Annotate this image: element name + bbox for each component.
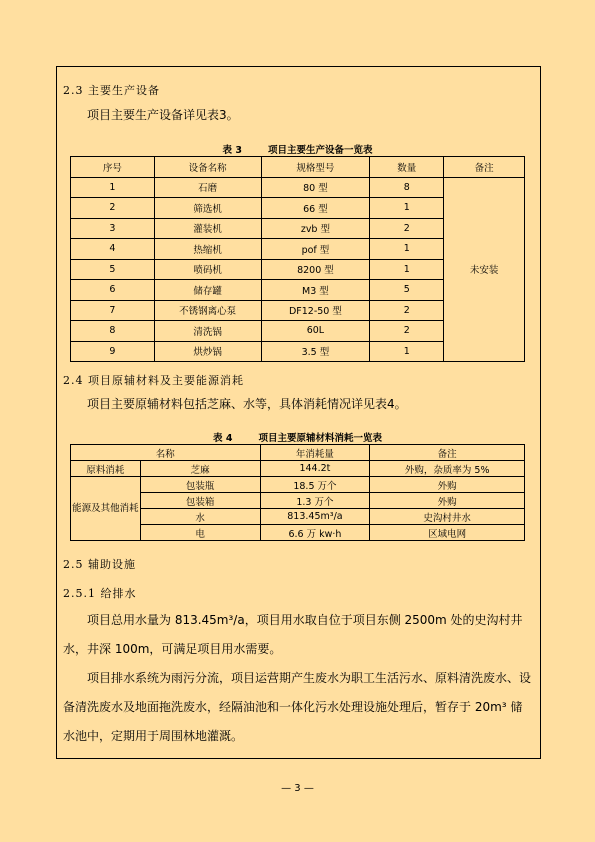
section-2-5-1-text: [63, 606, 533, 751]
table-cell: 外购: [370, 493, 525, 509]
table-cell: 8: [71, 321, 155, 342]
table-cell: 区域电网: [370, 525, 525, 541]
table-cell: 6.6 万 kw·h: [260, 525, 370, 541]
table3-caption-title: 项目主要生产设备一览表: [267, 145, 373, 156]
table-cell: 1.3 万个: [260, 493, 370, 509]
table-cell: zvb 型: [261, 218, 370, 239]
table-cell: 芝麻: [140, 461, 260, 477]
table-header-cell: 序号: [71, 157, 155, 178]
table3-caption: [0, 142, 595, 156]
table-header-cell: 备注: [370, 445, 525, 461]
table-cell: 1: [71, 177, 155, 198]
table-row: [71, 477, 525, 493]
page-number: — 3 —: [281, 783, 314, 794]
section-2-4-text: [63, 390, 533, 419]
equipment-table: [70, 156, 525, 362]
table-cell: 灌装机: [154, 218, 261, 239]
table-cell: 1: [370, 239, 444, 260]
row-group-label: 原料消耗: [71, 461, 141, 477]
table-cell: 1: [370, 341, 444, 362]
table-cell: 包装箱: [140, 493, 260, 509]
table-cell: 清洗锅: [154, 321, 261, 342]
table-cell: 4: [71, 239, 155, 260]
table-cell: 水: [140, 509, 260, 525]
table-cell: 烘炒锅: [154, 341, 261, 362]
remark-cell: 未安装: [444, 177, 525, 362]
table-cell: DF12-50 型: [261, 300, 370, 321]
water-supply-paragraph: 项目总用水量为 813.45m³/a，项目用水取自位于项目东侧 2500m 处的史沟村井水，井深 100m，可满足项目用水需要。: [63, 613, 523, 656]
table-cell: 筛选机: [154, 198, 261, 219]
table-cell: 5: [370, 280, 444, 301]
table-cell: 史沟村井水: [370, 509, 525, 525]
table-row: [71, 461, 525, 477]
table-cell: 66 型: [261, 198, 370, 219]
table-cell: 8200 型: [261, 259, 370, 280]
table3-caption-number: 表 3: [222, 145, 242, 156]
table-cell: 80 型: [261, 177, 370, 198]
section-2-4-heading: 2.4 项目原辅材料及主要能源消耗: [63, 374, 244, 387]
table-header-cell: 备注: [444, 157, 525, 178]
table-header-cell: 年消耗量: [260, 445, 370, 461]
table-cell: 18.5 万个: [260, 477, 370, 493]
table-cell: 包装瓶: [140, 477, 260, 493]
section-2-3-paragraph: 项目主要生产设备详见表3。: [87, 108, 239, 122]
section-2-4-paragraph: 项目主要原辅材料包括芝麻、水等，具体消耗情况详见表4。: [87, 397, 407, 411]
table-cell: 144.2t: [260, 461, 370, 477]
table-header-cell: 数量: [370, 157, 444, 178]
table-cell: 储存罐: [154, 280, 261, 301]
table-cell: M3 型: [261, 280, 370, 301]
materials-table: [70, 444, 525, 541]
table-cell: 不锈钢离心泵: [154, 300, 261, 321]
table-cell: 7: [71, 300, 155, 321]
section-2-5-heading: 2.5 辅助设施: [63, 558, 136, 571]
table-cell: 电: [140, 525, 260, 541]
table-cell: 60L: [261, 321, 370, 342]
table-cell: pof 型: [261, 239, 370, 260]
table-header-row: [71, 445, 525, 461]
table-header-cell: 名称: [71, 445, 261, 461]
table-cell: 喷码机: [154, 259, 261, 280]
table-cell: 外购: [370, 477, 525, 493]
table-row: [71, 177, 525, 198]
table-cell: 6: [71, 280, 155, 301]
table-cell: 813.45m³/a: [260, 509, 370, 525]
table-cell: 热缩机: [154, 239, 261, 260]
section-2-3-heading: 2.3 主要生产设备: [63, 84, 160, 97]
table-cell: 1: [370, 198, 444, 219]
table-cell: 5: [71, 259, 155, 280]
table4-caption: [0, 430, 595, 444]
table-header-cell: 设备名称: [154, 157, 261, 178]
row-group-label: 能源及其他消耗: [71, 477, 141, 541]
table-cell: 9: [71, 341, 155, 362]
table-cell: 外购，杂质率为 5%: [370, 461, 525, 477]
table-cell: 2: [71, 198, 155, 219]
table4-caption-title: 项目主要原辅材料消耗一览表: [258, 433, 382, 444]
table-cell: 2: [370, 218, 444, 239]
table-cell: 2: [370, 321, 444, 342]
section-2-3-text: [63, 101, 533, 130]
drainage-paragraph: 项目排水系统为雨污分流，项目运营期产生废水为职工生活污水、原料清洗废水、设备清洗废水及地面拖洗废水，经隔油池和一体化污水处理设施处理后，暂存于 20m³ 储水池中，定期用于周围林地灌溉。: [63, 671, 532, 743]
table-header-row: [71, 157, 525, 178]
table-cell: 3: [71, 218, 155, 239]
table-cell: 3.5 型: [261, 341, 370, 362]
table-header-cell: 规格型号: [261, 157, 370, 178]
table4-caption-number: 表 4: [213, 433, 233, 444]
table-cell: 8: [370, 177, 444, 198]
table-cell: 1: [370, 259, 444, 280]
table-cell: 石磨: [154, 177, 261, 198]
section-2-5-1-heading: 2.5.1 给排水: [63, 587, 137, 600]
table-cell: 2: [370, 300, 444, 321]
